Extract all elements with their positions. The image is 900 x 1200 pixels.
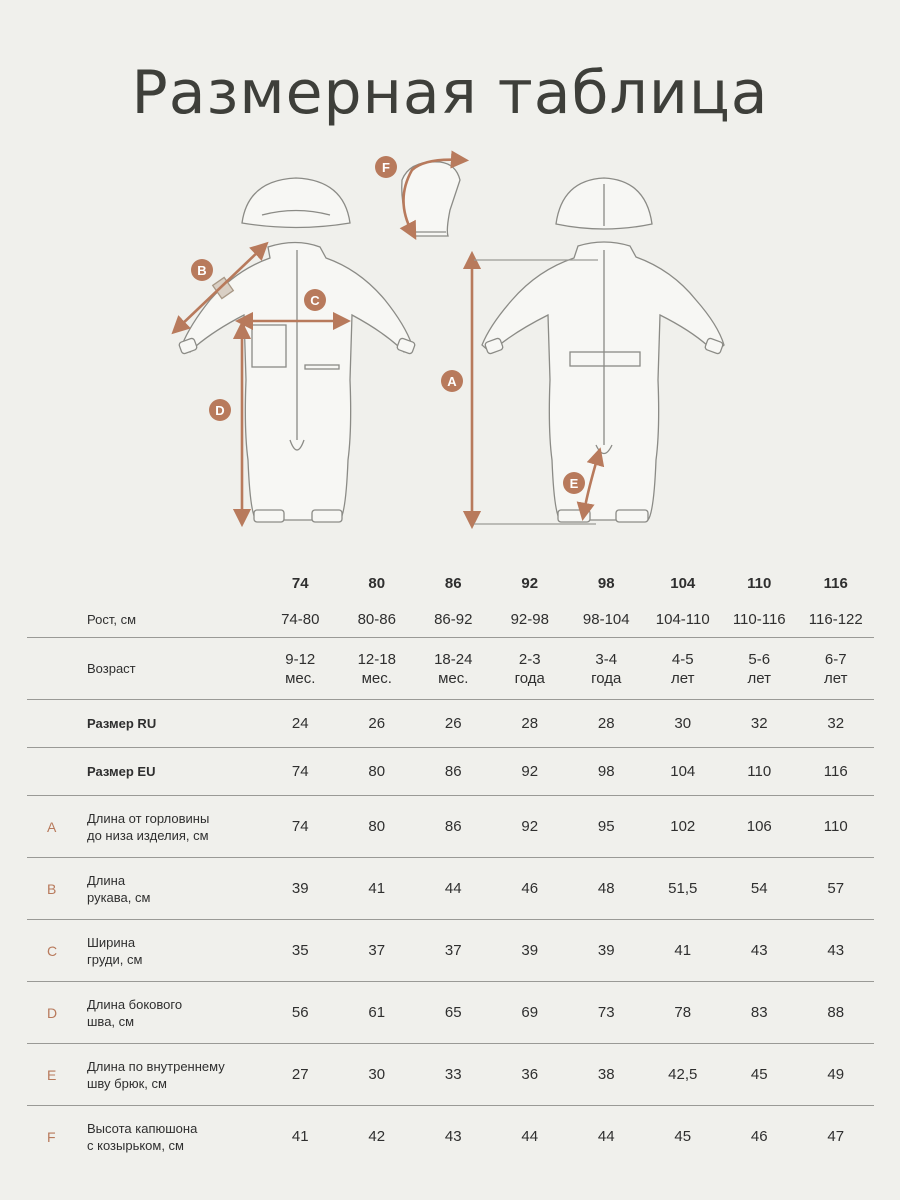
cell-text: 43 <box>444 1128 462 1145</box>
table-cell <box>262 920 339 982</box>
marker-c: C <box>310 293 320 308</box>
table-cell <box>492 748 569 796</box>
table-cell <box>415 748 492 796</box>
table-cell <box>492 982 569 1044</box>
row-label-line: шва, см <box>87 1013 135 1029</box>
cell-text: 65 <box>444 1004 462 1021</box>
table-cell <box>492 700 569 748</box>
cell-text: 80 <box>368 818 386 835</box>
table-cell <box>721 858 798 920</box>
size-header-cell: 116 <box>823 574 848 592</box>
cell-text: 102 <box>670 818 696 835</box>
table-cell <box>798 920 875 982</box>
cell-text: 9-12 <box>285 650 316 668</box>
row-label-line: груди, см <box>87 951 143 967</box>
cell-text: 26 <box>368 715 386 732</box>
row-label-line: Размер RU <box>87 716 157 731</box>
cell-text: 44 <box>597 1128 615 1145</box>
table-cell <box>262 700 339 748</box>
cell-text: 27 <box>291 1066 309 1083</box>
table-cell <box>798 601 875 638</box>
cell-text: 18-24 <box>434 650 473 668</box>
row-letter <box>27 700 87 748</box>
row-label-line: Высота капюшона <box>87 1120 198 1136</box>
table-cell <box>339 1044 416 1106</box>
cell-text: 46 <box>750 1128 768 1145</box>
cell-text: 41 <box>291 1128 309 1145</box>
row-letter: C <box>27 920 87 982</box>
cell-text: 46 <box>521 880 539 897</box>
table-row <box>27 638 874 700</box>
row-label <box>87 1106 262 1168</box>
cell-text: 30 <box>368 1066 386 1083</box>
table-cell <box>568 920 645 982</box>
table-cell <box>798 858 875 920</box>
cell-text: 92-98 <box>510 610 549 628</box>
table-cell <box>568 796 645 858</box>
cell-text: 33 <box>444 1066 462 1083</box>
table-cell <box>798 700 875 748</box>
table-row <box>27 982 874 1044</box>
cell-text: 38 <box>597 1066 615 1083</box>
cell-text: 44 <box>521 1128 539 1145</box>
marker-b: B <box>197 263 207 278</box>
table-cell <box>568 982 645 1044</box>
table-cell <box>262 796 339 858</box>
table-cell <box>645 1044 722 1106</box>
cell-text: 39 <box>597 942 615 959</box>
table-cell <box>721 920 798 982</box>
cell-text: 116 <box>823 763 848 780</box>
table-cell <box>415 920 492 982</box>
table-cell <box>798 982 875 1044</box>
table-cell <box>492 796 569 858</box>
cell-text: 3-4 <box>595 650 618 668</box>
row-label <box>87 920 262 982</box>
row-label <box>87 796 262 858</box>
row-label <box>87 858 262 920</box>
cell-text: 88 <box>827 1004 845 1021</box>
table-cell <box>568 638 645 700</box>
row-letter: D <box>27 982 87 1044</box>
row-letter: E <box>27 1044 87 1106</box>
size-header-row <box>27 565 874 601</box>
cell-text: 74-80 <box>281 610 320 628</box>
front-hood <box>242 178 350 228</box>
cell-text: 32 <box>750 715 768 732</box>
marker-f: F <box>382 160 390 175</box>
marker-d: D <box>215 403 225 418</box>
row-label-line: Возраст <box>87 661 136 676</box>
page-title: Размерная таблица <box>131 58 769 128</box>
table-cell <box>645 748 722 796</box>
row-label <box>87 748 262 796</box>
cell-text: 39 <box>521 942 539 959</box>
cell-text: 41 <box>674 942 692 959</box>
row-label-line: Длина бокового <box>87 996 183 1012</box>
cell-text: мес. <box>438 669 469 687</box>
cell-text: 92 <box>521 763 539 780</box>
size-header-cell: 74 <box>291 574 309 592</box>
table-row <box>27 748 874 796</box>
row-letter <box>27 748 87 796</box>
table-cell <box>415 700 492 748</box>
row-letter: B <box>27 858 87 920</box>
cell-text: 57 <box>827 880 845 897</box>
cell-text: 51,5 <box>668 880 698 897</box>
row-label-line: рукава, см <box>87 889 151 905</box>
cell-text: 54 <box>750 880 768 897</box>
cell-text: 86 <box>444 818 462 835</box>
cell-text: 42 <box>368 1128 386 1145</box>
table-cell <box>339 920 416 982</box>
cell-text: 104-110 <box>655 610 710 628</box>
jumpsuit-illustration <box>0 140 900 560</box>
table-cell <box>415 982 492 1044</box>
cell-text: 41 <box>368 880 386 897</box>
table-cell <box>721 1044 798 1106</box>
table-cell <box>645 700 722 748</box>
cell-text: 86 <box>444 763 462 780</box>
table-cell <box>645 638 722 700</box>
cell-text: 86-92 <box>434 610 473 628</box>
cell-text: 110 <box>747 763 772 780</box>
size-header-cell: 80 <box>368 574 386 592</box>
table-cell <box>262 638 339 700</box>
table-cell <box>415 1106 492 1168</box>
size-table-body <box>27 601 874 1167</box>
row-letter: A <box>27 796 87 858</box>
table-cell <box>568 700 645 748</box>
table-cell <box>721 1106 798 1168</box>
table-row <box>27 700 874 748</box>
cell-text: 78 <box>674 1004 692 1021</box>
table-cell <box>721 748 798 796</box>
row-label-line: до низа изделия, см <box>87 827 209 843</box>
table-cell <box>645 1106 722 1168</box>
cell-text: лет <box>671 669 695 687</box>
row-label <box>87 601 262 638</box>
table-cell <box>645 796 722 858</box>
cell-text: 44 <box>444 880 462 897</box>
table-cell <box>798 638 875 700</box>
cell-text: 37 <box>444 942 462 959</box>
table-cell <box>645 982 722 1044</box>
size-header-cell: 92 <box>521 574 539 592</box>
cell-text: 45 <box>750 1066 768 1083</box>
cell-text: 73 <box>597 1004 615 1021</box>
table-cell <box>798 1044 875 1106</box>
table-cell <box>568 1106 645 1168</box>
table-cell <box>568 858 645 920</box>
cell-text: 42,5 <box>668 1066 698 1083</box>
row-label-line: шву брюк, см <box>87 1075 167 1091</box>
cell-text: 30 <box>674 715 692 732</box>
row-label-line: Ширина <box>87 934 136 950</box>
table-row <box>27 796 874 858</box>
size-header-cell: 110 <box>747 574 772 592</box>
size-header-cell: 86 <box>444 574 462 592</box>
size-header-cell: 104 <box>670 574 696 592</box>
table-cell <box>721 601 798 638</box>
table-cell <box>415 796 492 858</box>
cell-text: 74 <box>291 763 309 780</box>
cell-text: 92 <box>521 818 539 835</box>
table-cell <box>798 1106 875 1168</box>
table-cell <box>262 858 339 920</box>
table-cell <box>339 796 416 858</box>
cell-text: 104 <box>670 763 696 780</box>
table-cell <box>339 748 416 796</box>
cell-text: 35 <box>291 942 309 959</box>
row-label <box>87 638 262 700</box>
table-cell <box>339 700 416 748</box>
cell-text: 56 <box>291 1004 309 1021</box>
cell-text: 39 <box>291 880 309 897</box>
table-cell <box>568 1044 645 1106</box>
cell-text: 32 <box>827 715 845 732</box>
table-cell <box>568 601 645 638</box>
cell-text: 43 <box>750 942 768 959</box>
cell-text: 74 <box>291 818 309 835</box>
table-cell <box>568 748 645 796</box>
cell-text: 5-6 <box>748 650 771 668</box>
cell-text: 80-86 <box>357 610 396 628</box>
table-cell <box>492 920 569 982</box>
table-cell <box>262 1106 339 1168</box>
table-cell <box>492 638 569 700</box>
table-cell <box>645 858 722 920</box>
table-cell <box>798 748 875 796</box>
table-cell <box>492 1106 569 1168</box>
table-row <box>27 920 874 982</box>
table-cell <box>262 1044 339 1106</box>
table-row <box>27 601 874 638</box>
row-label <box>87 982 262 1044</box>
row-label-line: Длина от горловины <box>87 810 210 826</box>
row-label-line: Рост, см <box>87 611 137 627</box>
row-letter: F <box>27 1106 87 1168</box>
table-cell <box>262 982 339 1044</box>
table-cell <box>415 1044 492 1106</box>
cell-text: 37 <box>368 942 386 959</box>
table-cell <box>721 638 798 700</box>
table-cell <box>339 858 416 920</box>
row-letter <box>27 601 87 638</box>
cell-text: 28 <box>521 715 539 732</box>
row-label <box>87 700 262 748</box>
cell-text: 116-122 <box>808 610 863 628</box>
table-cell <box>492 1044 569 1106</box>
cell-text: 48 <box>597 880 615 897</box>
cell-text: 110 <box>823 818 848 835</box>
table-cell <box>798 796 875 858</box>
table-cell <box>339 982 416 1044</box>
table-cell <box>721 982 798 1044</box>
table-cell <box>415 858 492 920</box>
table-row <box>27 858 874 920</box>
cell-text: 98 <box>597 763 615 780</box>
table-cell <box>645 920 722 982</box>
size-table <box>27 565 874 1167</box>
cell-text: года <box>591 669 622 687</box>
cell-text: мес. <box>285 669 316 687</box>
cell-text: 26 <box>444 715 462 732</box>
row-label-line: Длина по внутреннему <box>87 1058 225 1074</box>
cell-text: 45 <box>674 1128 692 1145</box>
cell-text: 24 <box>291 715 309 732</box>
table-cell <box>415 601 492 638</box>
cell-text: лет <box>824 669 848 687</box>
cell-text: года <box>514 669 545 687</box>
cell-text: 36 <box>521 1066 539 1083</box>
table-cell <box>339 638 416 700</box>
row-label-line: Размер EU <box>87 764 156 779</box>
table-cell <box>721 700 798 748</box>
table-cell <box>262 601 339 638</box>
row-label-line: с козырьком, см <box>87 1137 184 1153</box>
cell-text: 4-5 <box>671 650 694 668</box>
marker-a: A <box>447 374 457 389</box>
marker-e: E <box>569 476 579 491</box>
table-cell <box>721 796 798 858</box>
table-cell <box>492 858 569 920</box>
cell-text: 95 <box>597 818 615 835</box>
table-cell <box>492 601 569 638</box>
cell-text: 2-3 <box>518 650 541 668</box>
row-label <box>87 1044 262 1106</box>
back-body <box>482 242 724 520</box>
cell-text: 69 <box>521 1004 539 1021</box>
table-row <box>27 1044 874 1106</box>
cell-text: 12-18 <box>357 650 396 668</box>
table-cell <box>339 601 416 638</box>
cell-text: 49 <box>827 1066 845 1083</box>
cell-text: 80 <box>368 763 386 780</box>
table-cell <box>262 748 339 796</box>
cell-text: мес. <box>361 669 392 687</box>
cell-text: 28 <box>597 715 615 732</box>
table-cell <box>339 1106 416 1168</box>
cell-text: 61 <box>368 1004 386 1021</box>
cell-text: 98-104 <box>582 610 630 628</box>
cell-text: 106 <box>746 818 772 835</box>
row-label-line: Длина <box>87 872 126 888</box>
row-letter <box>27 638 87 700</box>
cell-text: лет <box>747 669 771 687</box>
cell-text: 47 <box>827 1128 845 1145</box>
cell-text: 6-7 <box>824 650 847 668</box>
cell-text: 83 <box>750 1004 768 1021</box>
cell-text: 43 <box>827 942 845 959</box>
table-row <box>27 1106 874 1168</box>
table-cell <box>645 601 722 638</box>
size-header-cell: 98 <box>597 574 615 592</box>
cell-text: 110-116 <box>732 610 786 628</box>
table-cell <box>415 638 492 700</box>
